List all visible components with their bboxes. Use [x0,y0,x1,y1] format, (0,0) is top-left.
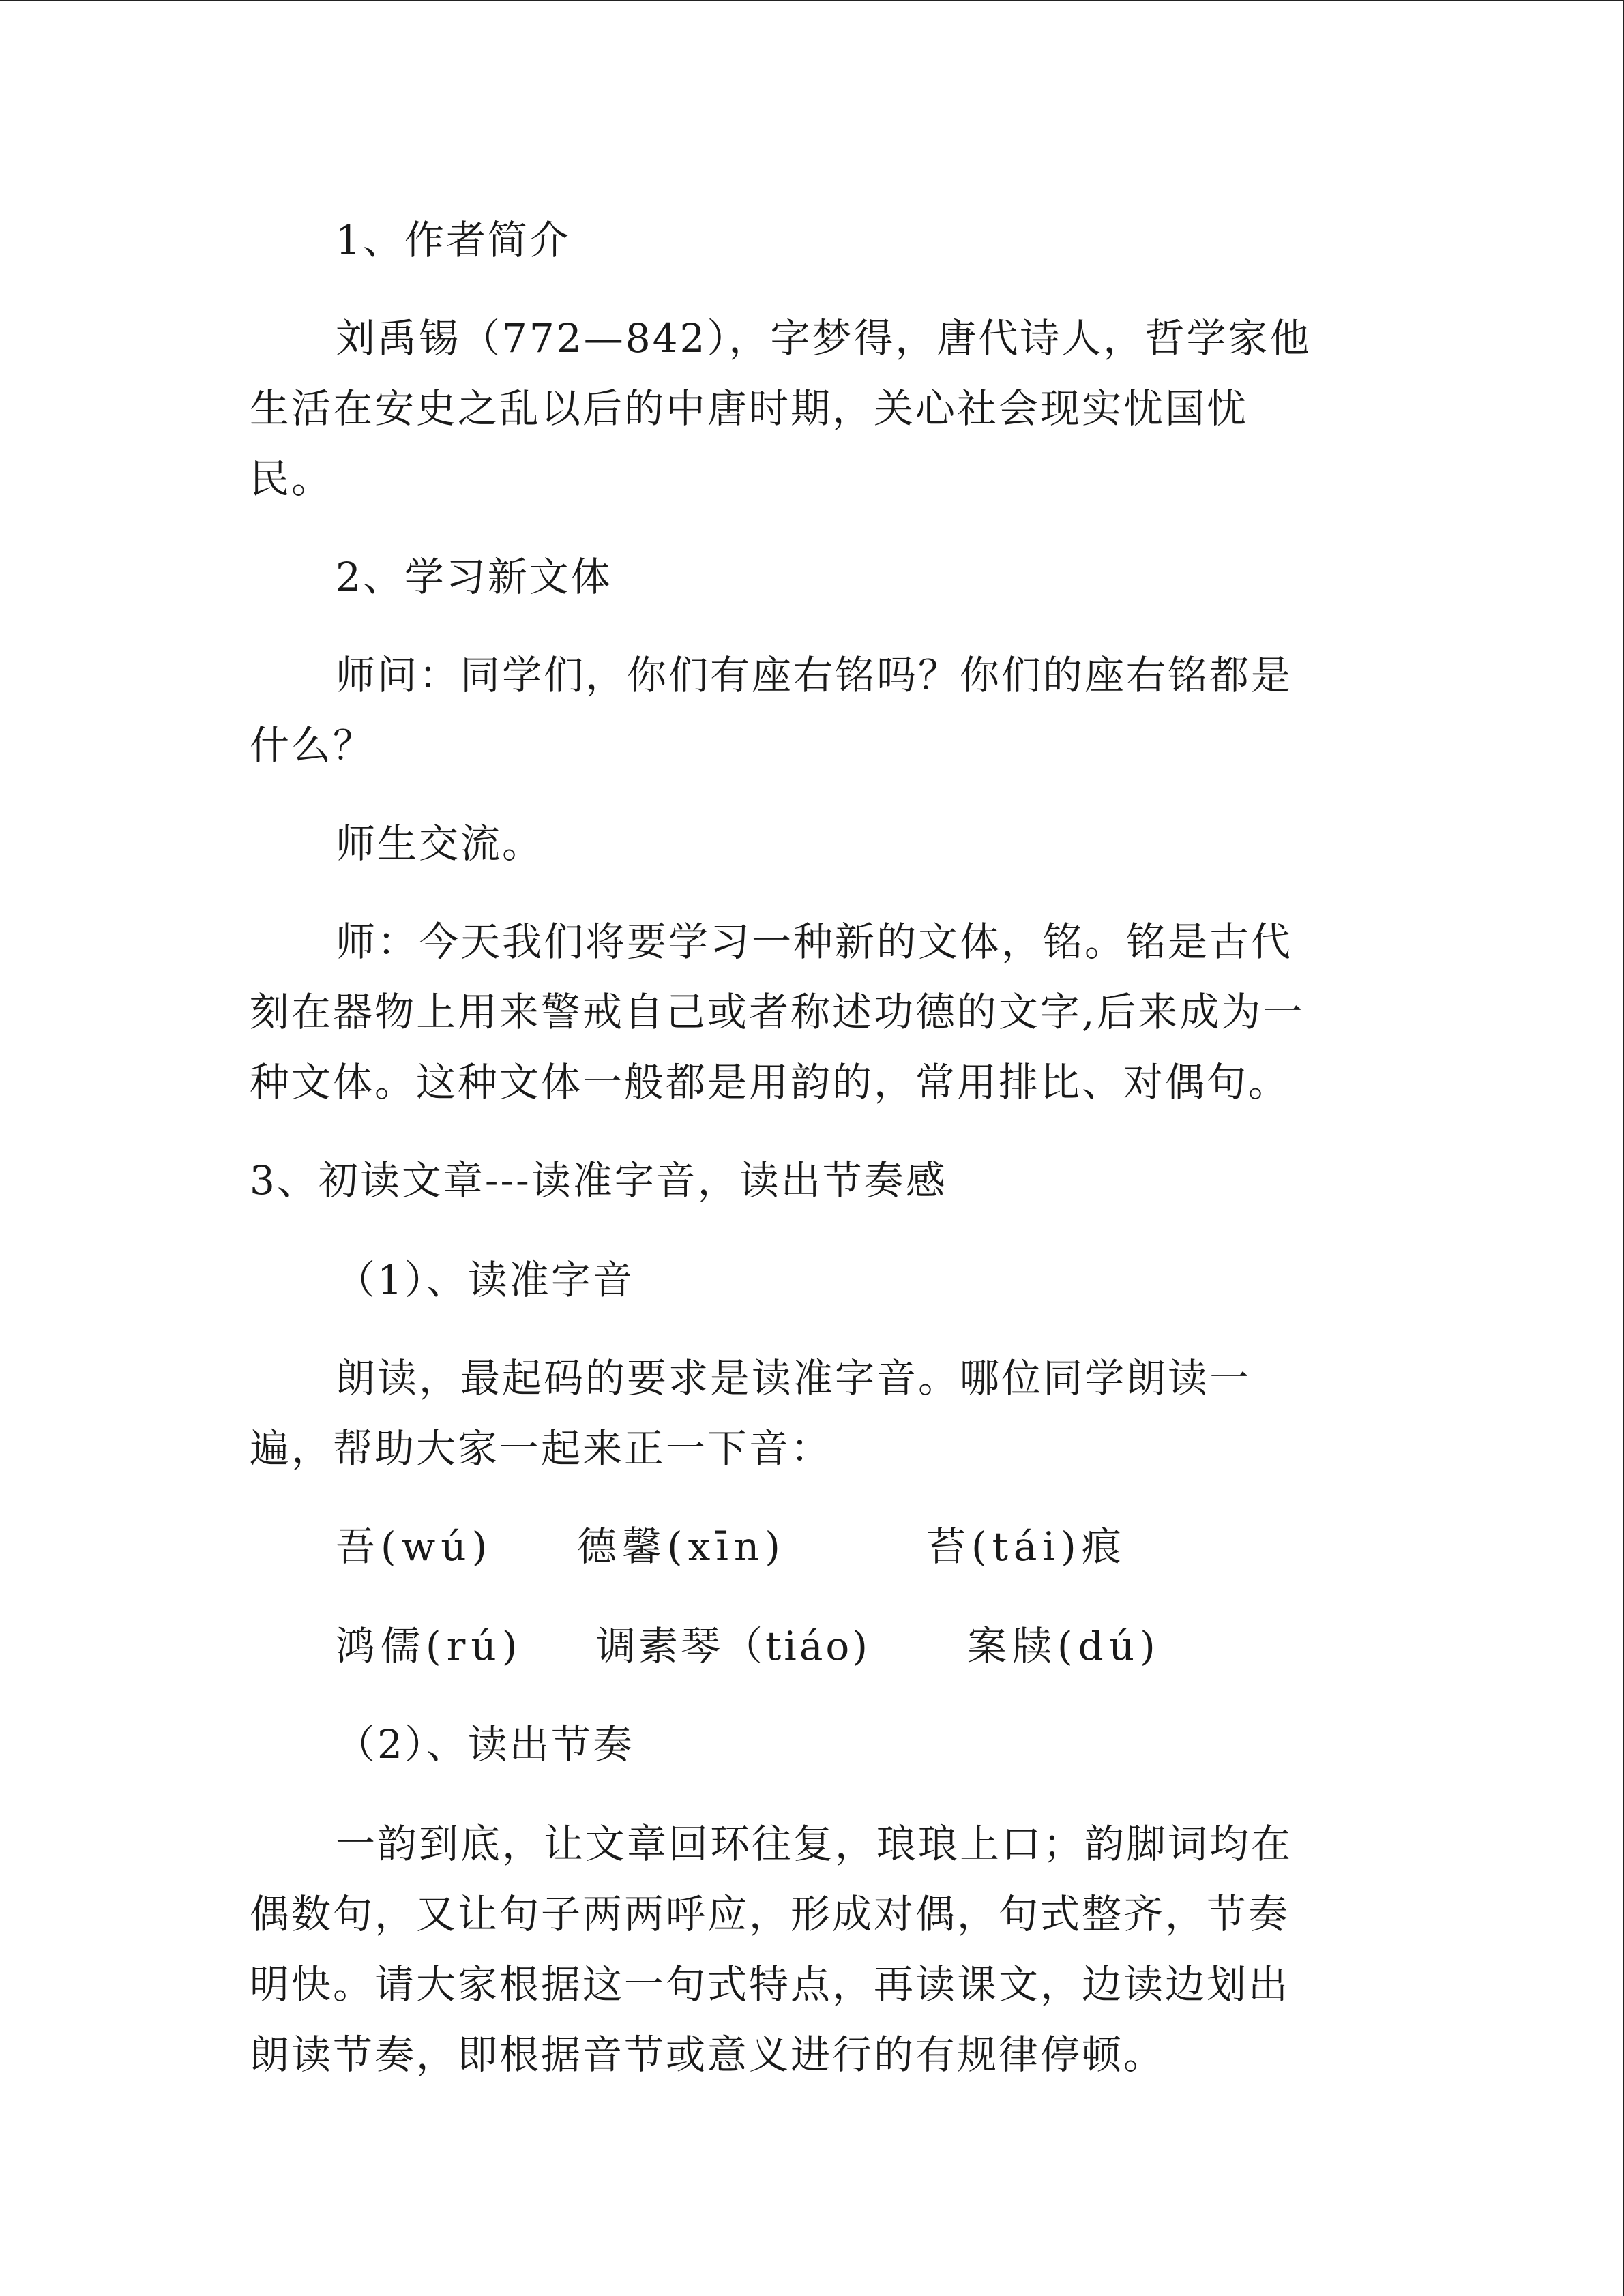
paragraph-line: 刻在器物上用来警戒自己或者称述功德的文字,后来成为一 [250,989,1305,1035]
paragraph-line: 师问：同学们，你们有座右铭吗？你们的座右铭都是 [336,652,1293,698]
subsection-heading-pronunciation: （1）、读准字音 [336,1257,634,1303]
pinyin-entry: 鸿儒(rú) [336,1623,523,1669]
section-heading-author: 1、作者简介 [336,217,571,263]
paragraph-line: 民。 [250,456,334,502]
pinyin-entry: 调素琴（tiáo) [596,1623,870,1669]
paragraph-line: 生活在安史之乱以后的中唐时期，关心社会现实忧国忧 [250,385,1249,432]
subsection-heading-rhythm: （2）、读出节奏 [336,1721,634,1768]
paragraph-line: 师生交流。 [336,820,544,867]
pinyin-entry: 苔(tái)痕 [926,1523,1127,1570]
paragraph-line: 偶数句，又让句子两两呼应，形成对偶，句式整齐，节奏 [250,1891,1290,1937]
paragraph-line: 师：今天我们将要学习一种新的文体，铭。铭是古代 [336,919,1293,965]
paragraph-line: 刘禹锡（772—842），字梦得，唐代诗人，哲学家他 [336,315,1312,361]
paragraph-line: 朗读，最起码的要求是读准字音。哪位同学朗读一 [336,1355,1252,1401]
section-heading-first-reading: 3、初读文章---读准字音，读出节奏感 [250,1157,947,1204]
pinyin-entry: 案牍(dú) [967,1623,1161,1669]
paragraph-line: 一韵到底，让文章回环往复，琅琅上口；韵脚词均在 [336,1821,1293,1867]
paragraph-line: 明快。请大家根据这一句式特点，再读课文，边读边划出 [250,1961,1290,2008]
paragraph-line: 什么？ [250,722,375,769]
pinyin-entry: 德馨(xīn) [577,1523,786,1570]
paragraph-line: 朗读节奏，即根据音节或意义进行的有规律停顿。 [250,2031,1166,2078]
paragraph-line: 遍，帮助大家一起来正一下音： [250,1425,833,1472]
paragraph-line: 种文体。这种文体一般都是用韵的，常用排比、对偶句。 [250,1059,1290,1105]
section-heading-new-genre: 2、学习新文体 [336,554,612,600]
pinyin-entry: 吾(wú) [336,1523,493,1570]
